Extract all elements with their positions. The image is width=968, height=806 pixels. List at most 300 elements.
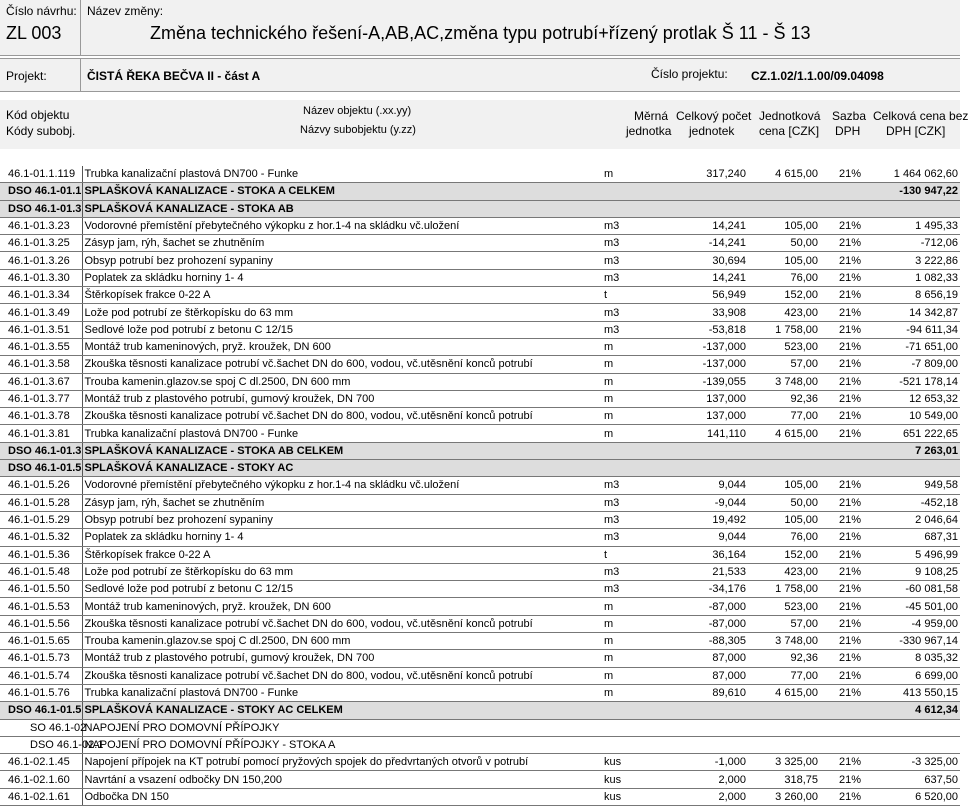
- cell-price: 105,00: [748, 252, 820, 269]
- cell-price: 4 615,00: [748, 166, 820, 183]
- cell-qty: 137,000: [666, 408, 748, 425]
- cell-unit: m: [602, 650, 666, 667]
- cell-price: 4 615,00: [748, 684, 820, 701]
- col-jedn-1: Jednotková: [759, 109, 821, 123]
- cell-name: Trubka kanalizační plastová DN700 - Funke: [82, 684, 602, 701]
- cell-code: 46.1-01.3.26: [0, 252, 82, 269]
- cell-unit: [602, 183, 666, 200]
- cell-qty: -137,000: [666, 356, 748, 373]
- cell-unit: m3: [602, 304, 666, 321]
- cell-total: -4 959,00: [880, 615, 960, 632]
- cell-code: 46.1-01.5.65: [0, 633, 82, 650]
- table-row: [0, 719, 960, 736]
- table-row: [0, 356, 960, 373]
- cell-total: [880, 460, 960, 477]
- cell-vat: 21%: [820, 287, 880, 304]
- cell-unit: [602, 702, 666, 719]
- cell-vat: 21%: [820, 373, 880, 390]
- table-row: [0, 217, 960, 234]
- table-row: [0, 460, 960, 477]
- cell-unit: m3: [602, 529, 666, 546]
- cell-name: Trouba kamenin.glazov.se spoj C dl.2500, DN 600 mm: [82, 373, 602, 390]
- cell-name: Obsyp potrubí bez prohození sypaniny: [82, 511, 602, 528]
- col-merna-1: Měrná: [634, 109, 669, 123]
- cell-qty: -1,000: [666, 754, 748, 771]
- cell-price: [748, 200, 820, 217]
- cell-code: 46.1-01.3.67: [0, 373, 82, 390]
- cell-vat: 21%: [820, 650, 880, 667]
- cell-price: 3 748,00: [748, 373, 820, 390]
- cell-qty: -53,818: [666, 321, 748, 338]
- cell-unit: m3: [602, 269, 666, 286]
- cell-code: 46.1-01.3.77: [0, 390, 82, 407]
- table-row: [0, 269, 960, 286]
- cell-vat: 21%: [820, 166, 880, 183]
- cell-qty: 141,110: [666, 425, 748, 442]
- title-band: [0, 0, 960, 56]
- cell-total: -45 501,00: [880, 598, 960, 615]
- cell-unit: m: [602, 338, 666, 355]
- cislo-projektu-value: CZ.1.02/1.1.00/09.04098: [751, 69, 884, 83]
- cell-code: 46.1-01.5.50: [0, 581, 82, 598]
- cell-code: 46.1-01.3.25: [0, 235, 82, 252]
- cell-name: Zkouška těsnosti kanalizace potrubí vč.šachet DN do 800, vodou, vč.utěsnění konců potrubí: [82, 408, 602, 425]
- cell-vat: 21%: [820, 667, 880, 684]
- cell-code: 46.1-02.1.60: [0, 771, 82, 788]
- cell-name: SPLAŠKOVÁ KANALIZACE - STOKA A CELKEM: [82, 183, 602, 200]
- cell-unit: m3: [602, 252, 666, 269]
- cell-qty: -137,000: [666, 338, 748, 355]
- cell-qty: 14,241: [666, 269, 748, 286]
- table-row: [0, 287, 960, 304]
- cell-total: 1 464 062,60: [880, 166, 960, 183]
- cell-code: DSO 46.1-01.5: [0, 702, 82, 719]
- cell-price: [748, 442, 820, 459]
- cell-price: 423,00: [748, 304, 820, 321]
- cell-code: DSO 46.1-01.1: [0, 183, 82, 200]
- col-merna-2: jednotka: [626, 124, 672, 138]
- col-nazvy-subobjektu: Názvy subobjektu (y.zz): [300, 124, 416, 136]
- divider: [80, 0, 81, 56]
- cell-total: 1 495,33: [880, 217, 960, 234]
- cell-qty: 33,908: [666, 304, 748, 321]
- cell-code: 46.1-01.5.29: [0, 511, 82, 528]
- cell-code: 46.1-01.3.30: [0, 269, 82, 286]
- cell-qty: [666, 719, 748, 736]
- cell-total: -3 325,00: [880, 754, 960, 771]
- cell-unit: m3: [602, 494, 666, 511]
- table-row: [0, 511, 960, 528]
- cell-code: 46.1-01.3.78: [0, 408, 82, 425]
- cell-price: 92,36: [748, 390, 820, 407]
- cell-name: Vodorovné přemístění přebytečného výkopku z hor.1-4 na skládku vč.uložení: [82, 217, 602, 234]
- cost-table-body: [0, 166, 960, 805]
- cell-code: 46.1-01.3.34: [0, 287, 82, 304]
- cell-qty: 21,533: [666, 563, 748, 580]
- col-jedn-2: cena [CZK]: [759, 124, 820, 138]
- table-row: [0, 200, 960, 217]
- cell-vat: 21%: [820, 529, 880, 546]
- cell-price: 50,00: [748, 494, 820, 511]
- cell-price: 92,36: [748, 650, 820, 667]
- cell-name: Trubka kanalizační plastová DN700 - Funke: [82, 166, 602, 183]
- cell-price: 523,00: [748, 598, 820, 615]
- cell-qty: 19,492: [666, 511, 748, 528]
- cell-unit: m3: [602, 477, 666, 494]
- cell-price: 1 758,00: [748, 581, 820, 598]
- cell-name: Poplatek za skládku horniny 1- 4: [82, 529, 602, 546]
- cell-unit: [602, 719, 666, 736]
- cell-name: NAPOJENÍ PRO DOMOVNÍ PŘÍPOJKY: [82, 719, 602, 736]
- cell-qty: -88,305: [666, 633, 748, 650]
- cell-qty: 9,044: [666, 529, 748, 546]
- cell-price: 105,00: [748, 511, 820, 528]
- cell-vat: 21%: [820, 408, 880, 425]
- cell-code: 46.1-01.1.119: [0, 166, 82, 183]
- table-row: [0, 494, 960, 511]
- table-row: [0, 754, 960, 771]
- table-row: [0, 166, 960, 183]
- cell-vat: 21%: [820, 235, 880, 252]
- cell-price: 105,00: [748, 217, 820, 234]
- cell-unit: [602, 442, 666, 459]
- cell-qty: 2,000: [666, 788, 748, 805]
- cell-qty: [666, 736, 748, 753]
- cell-total: 949,58: [880, 477, 960, 494]
- cell-name: Poplatek za skládku horniny 1- 4: [82, 269, 602, 286]
- cell-qty: -87,000: [666, 598, 748, 615]
- cell-total: 7 263,01: [880, 442, 960, 459]
- cell-vat: 21%: [820, 390, 880, 407]
- table-row: [0, 477, 960, 494]
- cell-unit: m3: [602, 581, 666, 598]
- table-row: [0, 442, 960, 459]
- cell-name: SPLAŠKOVÁ KANALIZACE - STOKA AB CELKEM: [82, 442, 602, 459]
- cell-qty: 89,610: [666, 684, 748, 701]
- cell-qty: [666, 183, 748, 200]
- cell-price: [748, 460, 820, 477]
- project-band: [0, 58, 960, 92]
- cell-name: SPLAŠKOVÁ KANALIZACE - STOKY AC CELKEM: [82, 702, 602, 719]
- table-row: [0, 615, 960, 632]
- cell-name: Lože pod potrubí ze štěrkopísku do 63 mm: [82, 304, 602, 321]
- cell-vat: 21%: [820, 684, 880, 701]
- cell-vat: 21%: [820, 425, 880, 442]
- nazev-zmeny-value: Změna technického řešení-A,AB,AC,změna typu potrubí+řízený protlak Š 11 - Š 13: [150, 23, 811, 43]
- cell-code: DSO 46.1-01.5: [0, 460, 82, 477]
- cell-code: 46.1-01.5.53: [0, 598, 82, 615]
- cell-total: 8 656,19: [880, 287, 960, 304]
- cislo-navrhu-value: ZL 003: [6, 23, 62, 43]
- cell-unit: m: [602, 408, 666, 425]
- cell-name: Sedlové lože pod potrubí z betonu C 12/15: [82, 321, 602, 338]
- cell-price: [748, 736, 820, 753]
- cell-vat: 21%: [820, 494, 880, 511]
- cell-vat: 21%: [820, 546, 880, 563]
- cell-unit: kus: [602, 754, 666, 771]
- col-pocet-1: Celkový počet: [676, 109, 752, 123]
- cell-vat: 21%: [820, 563, 880, 580]
- cell-unit: m: [602, 390, 666, 407]
- cell-price: 152,00: [748, 546, 820, 563]
- table-row: [0, 390, 960, 407]
- table-row: [0, 702, 960, 719]
- cell-qty: -139,055: [666, 373, 748, 390]
- cell-code: DSO 46.1-02.1: [0, 736, 82, 753]
- cell-unit: m3: [602, 321, 666, 338]
- cell-total: 8 035,32: [880, 650, 960, 667]
- cell-total: 2 046,64: [880, 511, 960, 528]
- cell-name: Vodorovné přemístění přebytečného výkopku z hor.1-4 na skládku vč.uložení: [82, 477, 602, 494]
- cell-code: 46.1-01.5.48: [0, 563, 82, 580]
- cell-total: -521 178,14: [880, 373, 960, 390]
- cell-qty: 87,000: [666, 650, 748, 667]
- cell-vat: 21%: [820, 633, 880, 650]
- cell-code: 46.1-01.3.55: [0, 338, 82, 355]
- cell-qty: 14,241: [666, 217, 748, 234]
- table-row: [0, 650, 960, 667]
- cell-code: 46.1-01.5.74: [0, 667, 82, 684]
- col-kody-subobj: Kódy subobj.: [6, 124, 76, 138]
- cell-vat: [820, 200, 880, 217]
- cell-total: -94 611,34: [880, 321, 960, 338]
- cell-unit: kus: [602, 788, 666, 805]
- cell-total: 12 653,32: [880, 390, 960, 407]
- cell-unit: m: [602, 166, 666, 183]
- cell-vat: 21%: [820, 581, 880, 598]
- cell-price: 76,00: [748, 529, 820, 546]
- cell-vat: 21%: [820, 217, 880, 234]
- cell-total: 3 222,86: [880, 252, 960, 269]
- cell-code: 46.1-01.5.73: [0, 650, 82, 667]
- cell-total: [880, 736, 960, 753]
- cell-name: SPLAŠKOVÁ KANALIZACE - STOKY AC: [82, 460, 602, 477]
- cell-code: 46.1-01.5.76: [0, 684, 82, 701]
- cell-total: [880, 200, 960, 217]
- cell-name: Odbočka DN 150: [82, 788, 602, 805]
- cell-code: DSO 46.1-01.3: [0, 442, 82, 459]
- cell-price: 3 260,00: [748, 788, 820, 805]
- projekt-label: Projekt:: [6, 69, 47, 83]
- cell-price: 105,00: [748, 477, 820, 494]
- col-celk-1: Celková cena bez: [873, 109, 968, 123]
- cell-qty: 30,694: [666, 252, 748, 269]
- cell-qty: [666, 200, 748, 217]
- column-header: [0, 100, 968, 149]
- cell-qty: -14,241: [666, 235, 748, 252]
- cell-qty: 137,000: [666, 390, 748, 407]
- cell-name: Zkouška těsnosti kanalizace potrubí vč.šachet DN do 600, vodou, vč.utěsnění konců potrubí: [82, 356, 602, 373]
- table-row: [0, 563, 960, 580]
- table-row: [0, 633, 960, 650]
- cell-name: Montáž trub kameninových, pryž. kroužek, DN 600: [82, 338, 602, 355]
- cell-total: 687,31: [880, 529, 960, 546]
- cell-price: 57,00: [748, 615, 820, 632]
- cost-table: [0, 166, 960, 806]
- table-row: [0, 373, 960, 390]
- cell-code: DSO 46.1-01.3: [0, 200, 82, 217]
- cell-name: Zkouška těsnosti kanalizace potrubí vč.šachet DN do 600, vodou, vč.utěsnění konců potrubí: [82, 615, 602, 632]
- cell-name: Štěrkopísek frakce 0-22 A: [82, 287, 602, 304]
- cell-unit: m3: [602, 217, 666, 234]
- cell-name: Sedlové lože pod potrubí z betonu C 12/15: [82, 581, 602, 598]
- cell-vat: 21%: [820, 754, 880, 771]
- cell-price: [748, 719, 820, 736]
- cell-total: -452,18: [880, 494, 960, 511]
- cell-vat: 21%: [820, 252, 880, 269]
- cell-vat: 21%: [820, 788, 880, 805]
- cell-unit: m3: [602, 511, 666, 528]
- cell-code: 46.1-01.5.36: [0, 546, 82, 563]
- cell-price: [748, 702, 820, 719]
- cell-total: 6 699,00: [880, 667, 960, 684]
- cell-vat: 21%: [820, 321, 880, 338]
- cell-vat: [820, 442, 880, 459]
- cell-qty: -87,000: [666, 615, 748, 632]
- cell-qty: -9,044: [666, 494, 748, 511]
- table-row: [0, 304, 960, 321]
- cell-qty: 9,044: [666, 477, 748, 494]
- cell-vat: [820, 719, 880, 736]
- cell-unit: m: [602, 598, 666, 615]
- cell-price: 4 615,00: [748, 425, 820, 442]
- nazev-zmeny-label: Název změny:: [87, 4, 164, 18]
- table-row: [0, 235, 960, 252]
- table-row: [0, 338, 960, 355]
- cell-total: 6 520,00: [880, 788, 960, 805]
- cell-qty: 2,000: [666, 771, 748, 788]
- cell-total: 651 222,65: [880, 425, 960, 442]
- table-row: [0, 529, 960, 546]
- cell-name: Trubka kanalizační plastová DN700 - Funke: [82, 425, 602, 442]
- cell-name: Zásyp jam, rýh, šachet se zhutněním: [82, 494, 602, 511]
- cell-price: 318,75: [748, 771, 820, 788]
- cell-unit: t: [602, 287, 666, 304]
- cell-unit: m: [602, 684, 666, 701]
- cell-total: -330 967,14: [880, 633, 960, 650]
- col-nazev-objektu: Název objektu (.xx.yy): [303, 105, 412, 117]
- cell-vat: 21%: [820, 477, 880, 494]
- cell-name: Trouba kamenin.glazov.se spoj C dl.2500, DN 600 mm: [82, 633, 602, 650]
- col-pocet-2: jednotek: [689, 124, 735, 138]
- cell-qty: 317,240: [666, 166, 748, 183]
- cell-qty: 87,000: [666, 667, 748, 684]
- cell-name: Štěrkopísek frakce 0-22 A: [82, 546, 602, 563]
- projekt-value: ČISTÁ ŘEKA BEČVA II - část A: [87, 69, 261, 83]
- cell-total: -71 651,00: [880, 338, 960, 355]
- cell-vat: [820, 702, 880, 719]
- cell-price: 152,00: [748, 287, 820, 304]
- cell-code: SO 46.1-02: [0, 719, 82, 736]
- cell-qty: [666, 702, 748, 719]
- cell-unit: m: [602, 425, 666, 442]
- cell-unit: m: [602, 615, 666, 632]
- cell-unit: [602, 200, 666, 217]
- cell-vat: [820, 183, 880, 200]
- cell-name: Napojení přípojek na KT potrubí pomocí pryžových spojek do předvrtaných otvorů v potrubí: [82, 754, 602, 771]
- cell-code: 46.1-01.3.23: [0, 217, 82, 234]
- cell-price: [748, 183, 820, 200]
- cell-total: [880, 719, 960, 736]
- cell-unit: m: [602, 633, 666, 650]
- cell-unit: m3: [602, 235, 666, 252]
- cell-name: SPLAŠKOVÁ KANALIZACE - STOKA AB: [82, 200, 602, 217]
- divider: [80, 58, 81, 92]
- table-row: [0, 667, 960, 684]
- cell-name: Zásyp jam, rýh, šachet se zhutněním: [82, 235, 602, 252]
- cell-code: 46.1-01.3.81: [0, 425, 82, 442]
- cell-unit: t: [602, 546, 666, 563]
- cell-unit: kus: [602, 771, 666, 788]
- cislo-projektu-label: Číslo projektu:: [651, 67, 728, 81]
- col-celk-2: DPH [CZK]: [886, 124, 946, 138]
- table-row: [0, 546, 960, 563]
- cell-qty: 56,949: [666, 287, 748, 304]
- cell-unit: [602, 736, 666, 753]
- cell-qty: 36,164: [666, 546, 748, 563]
- cell-vat: 21%: [820, 598, 880, 615]
- cell-code: 46.1-01.3.58: [0, 356, 82, 373]
- cell-total: 413 550,15: [880, 684, 960, 701]
- cell-name: Montáž trub kameninových, pryž. kroužek, DN 600: [82, 598, 602, 615]
- table-row: [0, 684, 960, 701]
- table-row: [0, 771, 960, 788]
- cell-name: Obsyp potrubí bez prohození sypaniny: [82, 252, 602, 269]
- cell-name: Lože pod potrubí ze štěrkopísku do 63 mm: [82, 563, 602, 580]
- cell-total: -712,06: [880, 235, 960, 252]
- table-row: [0, 736, 960, 753]
- cell-total: 5 496,99: [880, 546, 960, 563]
- table-row: [0, 321, 960, 338]
- col-sazba-2: DPH: [835, 124, 861, 138]
- cell-price: 76,00: [748, 269, 820, 286]
- cell-code: 46.1-01.5.32: [0, 529, 82, 546]
- cell-vat: 21%: [820, 269, 880, 286]
- cell-price: 50,00: [748, 235, 820, 252]
- col-kod-objektu: Kód objektu: [6, 108, 70, 122]
- cell-code: 46.1-01.3.49: [0, 304, 82, 321]
- cell-code: 46.1-01.3.51: [0, 321, 82, 338]
- cell-vat: [820, 736, 880, 753]
- col-sazba-1: Sazba: [832, 109, 867, 123]
- cell-unit: m: [602, 667, 666, 684]
- table-row: [0, 252, 960, 269]
- cell-unit: [602, 460, 666, 477]
- cell-unit: m: [602, 356, 666, 373]
- cell-total: -7 809,00: [880, 356, 960, 373]
- cell-total: -130 947,22: [880, 183, 960, 200]
- cell-total: -60 081,58: [880, 581, 960, 598]
- cell-unit: m: [602, 373, 666, 390]
- cell-total: 637,50: [880, 771, 960, 788]
- table-row: [0, 408, 960, 425]
- cell-name: Montáž trub z plastového potrubí, gumový kroužek, DN 700: [82, 650, 602, 667]
- table-row: [0, 581, 960, 598]
- cell-code: 46.1-02.1.45: [0, 754, 82, 771]
- cell-vat: [820, 460, 880, 477]
- cell-code: 46.1-01.5.28: [0, 494, 82, 511]
- cell-vat: 21%: [820, 511, 880, 528]
- table-row: [0, 788, 960, 805]
- cell-price: 423,00: [748, 563, 820, 580]
- cell-qty: -34,176: [666, 581, 748, 598]
- cell-price: 57,00: [748, 356, 820, 373]
- cell-name: Montáž trub z plastového potrubí, gumový kroužek, DN 700: [82, 390, 602, 407]
- cell-price: 523,00: [748, 338, 820, 355]
- cell-vat: 21%: [820, 304, 880, 321]
- cell-total: 14 342,87: [880, 304, 960, 321]
- cell-total: 9 108,25: [880, 563, 960, 580]
